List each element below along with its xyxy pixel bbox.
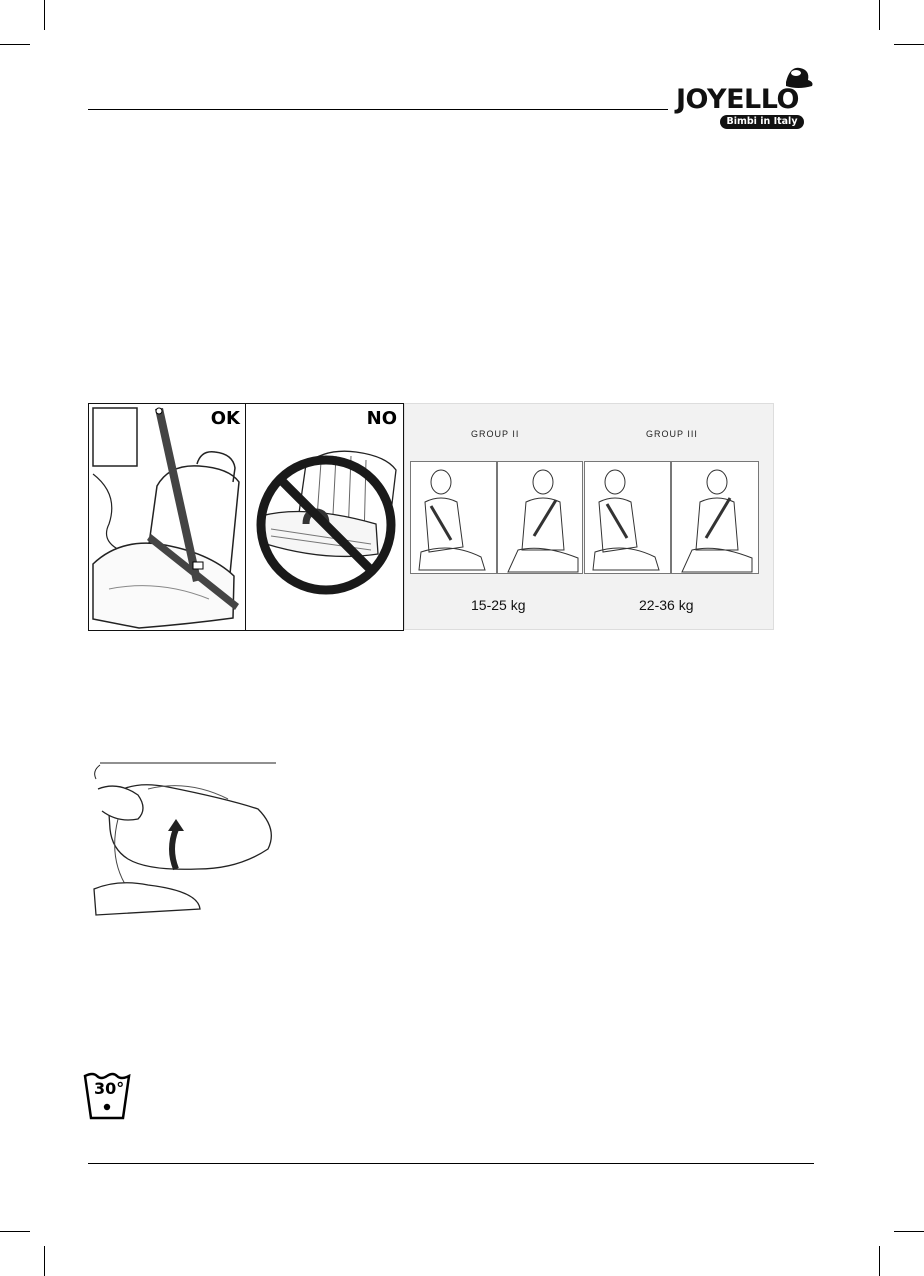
- ok-label: OK: [210, 408, 240, 429]
- brand-logo: [668, 62, 816, 130]
- brand-name: JOYELLO: [676, 84, 799, 115]
- crop-mark: [44, 0, 45, 30]
- footer-rule: [88, 1163, 814, 1164]
- header-rule: [88, 109, 668, 110]
- crop-mark: [44, 1246, 45, 1276]
- group-iii-weight: 22-36 kg: [639, 597, 694, 613]
- child-illustration: [411, 462, 496, 573]
- crop-mark: [0, 1231, 30, 1232]
- brand-tagline: Bimbi in Italy: [720, 115, 804, 129]
- group-ii-title: GROUP II: [471, 429, 520, 439]
- no-panel: [245, 403, 404, 631]
- group-iii-child-side: [584, 461, 671, 574]
- crop-mark: [894, 1231, 924, 1232]
- seat-installation-figure: [88, 403, 774, 631]
- cover-removal-illustration: [88, 759, 278, 917]
- group-iii-title: GROUP III: [646, 429, 698, 439]
- ok-panel: [88, 403, 247, 631]
- group-chart: [404, 403, 774, 630]
- crop-mark: [0, 44, 30, 45]
- group-ii-child-front: [497, 461, 583, 574]
- seat-with-belt-illustration: [89, 404, 246, 630]
- child-illustration: [672, 462, 758, 573]
- crop-mark: [879, 1246, 880, 1276]
- child-illustration: [498, 462, 582, 573]
- group-iii-child-front: [671, 461, 759, 574]
- seat-misuse-illustration: [246, 404, 403, 630]
- group-ii-weight: 15-25 kg: [471, 597, 526, 613]
- group-ii-child-side: [410, 461, 497, 574]
- no-label: NO: [366, 408, 397, 429]
- crop-mark: [894, 44, 924, 45]
- wash-temperature: 30°: [94, 1079, 125, 1098]
- cover-removal-figure: [88, 759, 278, 917]
- wash-30-icon: [83, 1070, 131, 1122]
- child-illustration: [585, 462, 670, 573]
- crop-mark: [879, 0, 880, 30]
